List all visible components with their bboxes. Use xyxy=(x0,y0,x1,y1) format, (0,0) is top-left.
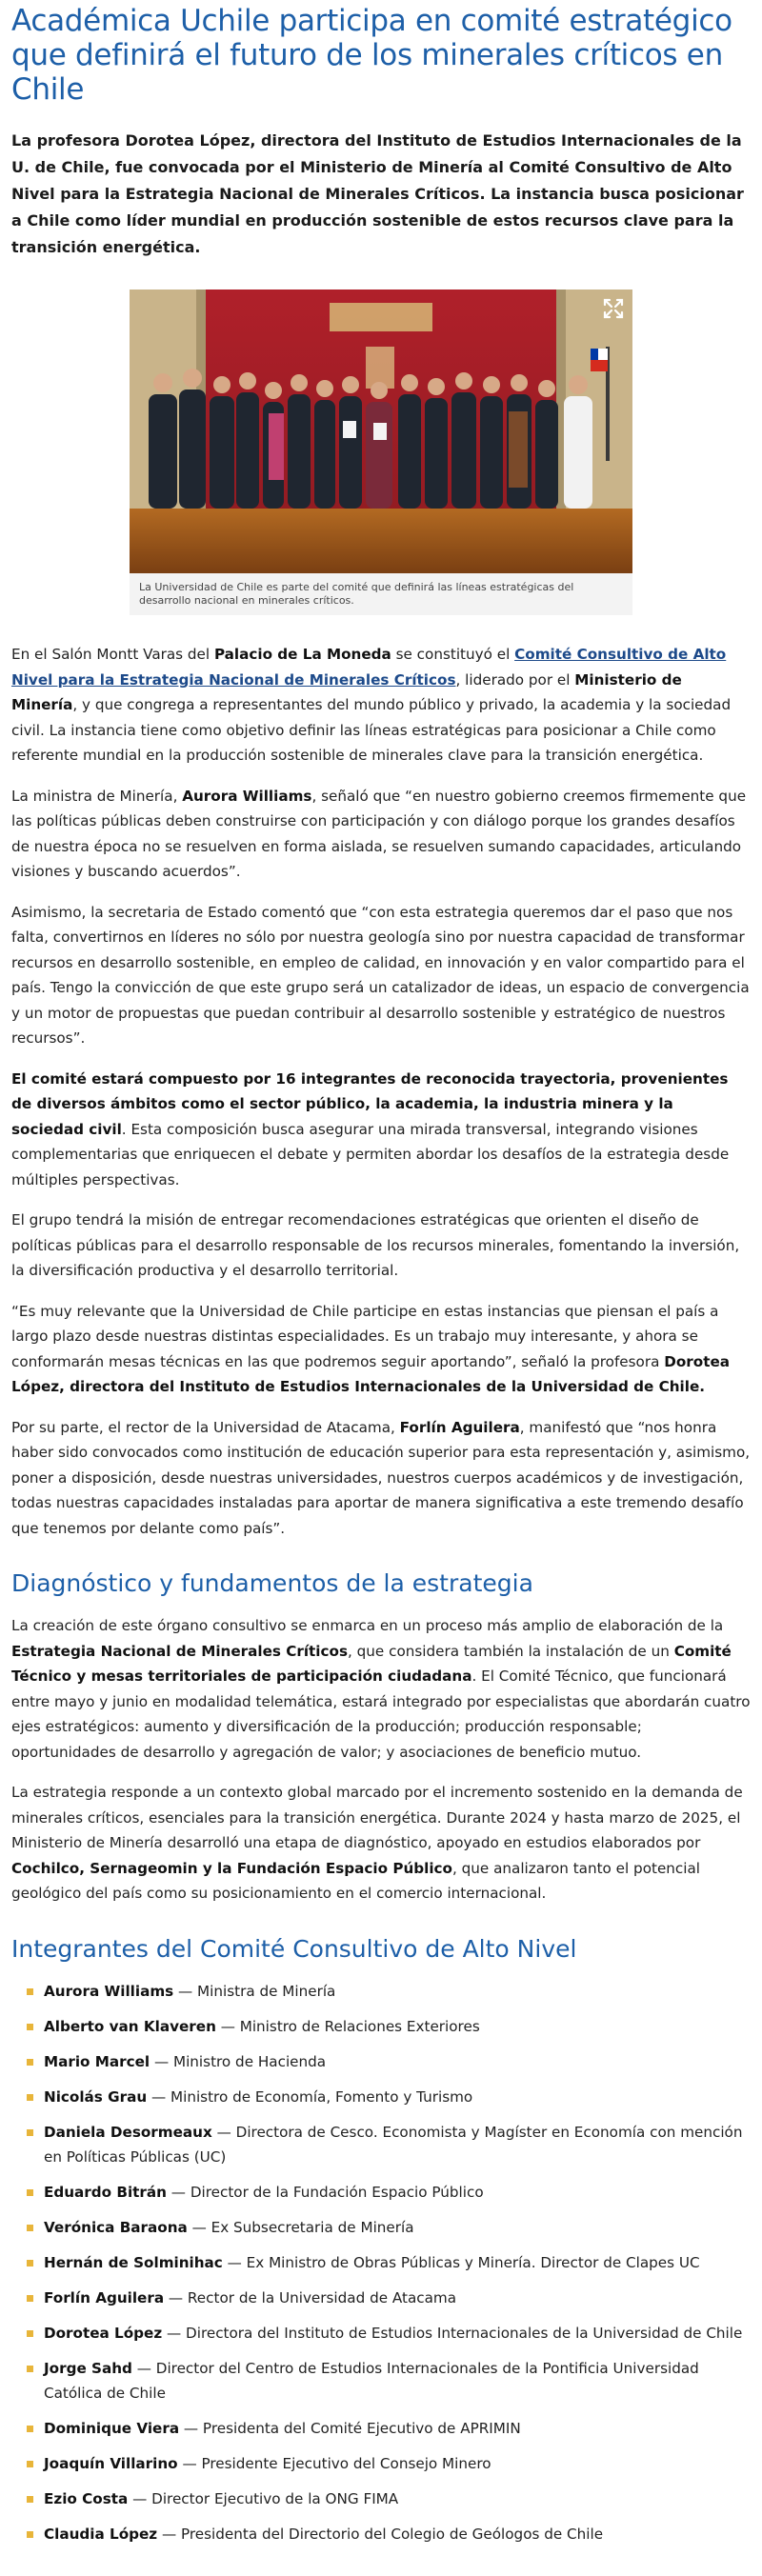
paragraph-5: El grupo tendrá la misión de entregar recomendaciones estratégicas que orienten el diseño de políticas públicas para el desarrollo responsable de los recursos minerales, fomentando la inversión, la diversificación productiva y el desarrollo territorial. xyxy=(11,1211,740,1279)
members-list xyxy=(11,1979,751,2546)
list-item: Joaquín Villarino — Presidente Ejecutivo del Consejo Minero xyxy=(25,2451,751,2476)
paragraph-4: El comité estará compuesto por 16 integrantes de reconocida trayectoria, provenientes de diversos ámbitos como el sector público, la academia, la industria minera y la sociedad civil. Esta composición busca asegurar una mirada transversal, integrando visiones complementarias que enriquecen el debate y permiten abordar los desafíos de la estrategia desde múltiples perspectivas. xyxy=(11,1069,730,1188)
paragraph-3: Asimismo, la secretaria de Estado comentó que “con esta estrategia queremos dar el paso que nos falta, convertirnos en líderes no sólo por nuestra geología sino por nuestra capacidad de transformar recursos en desarrollo sostenible, en empleo de calidad, en innovación y en valor compartido para el país. Tengo la convicción de que este grupo será un catalizador de ideas, un espacio de convergencia y un motor de propuestas que puedan contribuir al desarrollo sostenible y estratégico de nuestros recursos”. xyxy=(11,903,750,1047)
article xyxy=(0,4,762,2576)
list-item: Dominique Viera — Presidenta del Comité Ejecutivo de APRIMIN xyxy=(25,2416,751,2441)
paragraph-1: En el Salón Montt Varas del Palacio de La Moneda se constituyó el Comité Consultivo de Alto Nivel para la Estrategia Nacional de Minerales Críticos, liderado por el Ministerio de Minería, y que congrega a representantes del mundo público y privado, la academia y la sociedad civil. La instancia tiene como objetivo definir las líneas estratégicas para posicionar a Chile como referente mundial en la producción sostenible de minerales clave para la transición energética. xyxy=(11,646,732,764)
list-item: Claudia López — Presidenta del Directorio del Colegio de Geólogos de Chile xyxy=(25,2522,751,2546)
article-lead: La profesora Dorotea López, directora del Instituto de Estudios Internacionales de la U. de Chile, fue convocada por el Ministerio de Minería al Comité Consultivo de Alto Nivel para la Estrategia Nacional de Minerales Críticos. La instancia busca posicionar a Chile como líder mundial en producción sostenible de estos recursos clave para la transición energética. xyxy=(11,131,744,256)
list-item: Daniela Desormeaux — Directora de Cesco. Economista y Magíster en Economía con mención en Políticas Públicas (UC) xyxy=(25,2120,751,2169)
list-item: Nicolás Grau — Ministro de Economía, Fomento y Turismo xyxy=(25,2085,751,2109)
paragraph-6: “Es muy relevante que la Universidad de Chile participe en estas instancias que piensan el país a largo plazo desde nuestras distintas especialidades. Es un trabajo muy interesante, y ahora se conformarán mesas técnicas en las que podremos seguir aportando”, señaló la profesora Dorotea López, directora del Instituto de Estudios Internacionales de la Universidad de Chile. xyxy=(11,1302,731,1395)
list-item: Forlín Aguilera — Rector de la Universidad de Atacama xyxy=(25,2286,751,2310)
group-photo-illustration xyxy=(130,290,632,573)
section-heading-integrantes: Integrantes del Comité Consultivo de Alto Nivel xyxy=(11,1934,577,1963)
list-item: Eduardo Bitrán — Director de la Fundación Espacio Público xyxy=(25,2180,751,2205)
paragraph-8: La creación de este órgano consultivo se enmarca en un proceso más amplio de elaboración de la Estrategia Nacional de Minerales Críticos, que considera también la instalación de un Comité Técnico y mesas territoriales de participación ciudadana. El Comité Técnico, que funcionará entre mayo y junio en modalidad telemática, estará integrado por especialistas que abordarán cuatro ejes estratégicos: aumento y diversificación de la producción; producción responsable; oportunidades de desarrollo y agregación de valor; y asociaciones de beneficio mutuo. xyxy=(11,1617,751,1761)
article-photo-figure xyxy=(130,290,632,615)
list-item: Mario Marcel — Ministro de Hacienda xyxy=(25,2049,751,2074)
section-heading-diagnostico: Diagnóstico y fundamentos de la estrategia xyxy=(11,1569,533,1597)
article-photo[interactable] xyxy=(130,290,632,573)
list-item: Verónica Baraona — Ex Subsecretaria de Minería xyxy=(25,2215,751,2240)
list-item: Ezio Costa — Director Ejecutivo de la ONG FIMA xyxy=(25,2486,751,2511)
photo-caption: La Universidad de Chile es parte del comité que definirá las líneas estratégicas del desarrollo nacional en minerales críticos. xyxy=(130,573,632,615)
list-item: Alberto van Klaveren — Ministro de Relaciones Exteriores xyxy=(25,2014,751,2039)
committee-link[interactable]: Comité Consultivo de Alto Nivel para la Estrategia Nacional de Minerales Críticos xyxy=(11,646,727,689)
expand-icon[interactable] xyxy=(602,297,625,320)
paragraph-2: La ministra de Minería, Aurora Williams, señaló que “en nuestro gobierno creemos firmemente que las políticas públicas deben construirse con participación y con diálogo porque los grandes desafíos de nuestra época no se resuelven en forma aislada, se resuelven sumando capacidades, articulando visiones y buscando acuerdos”. xyxy=(11,787,747,880)
paragraph-7: Por su parte, el rector de la Universidad de Atacama, Forlín Aguilera, manifestó que “nos honra haber sido convocados como institución de educación superior para esta representación y, asimismo, poner a disposición, desde nuestras universidades, nuestros cuerpos académicos y de investigación, todas nuestras capacidades instaladas para aportar de manera significativa a este tremendo desafío que tenemos por delante como país”. xyxy=(11,1418,751,1537)
article-title: Académica Uchile participa en comité estratégico que definirá el futuro de los minerales críticos en Chile xyxy=(11,4,732,107)
list-item: Jorge Sahd — Director del Centro de Estudios Internacionales de la Pontificia Universidad Católica de Chile xyxy=(25,2356,751,2406)
list-item: Hernán de Solminihac — Ex Ministro de Obras Públicas y Minería. Director de Clapes UC xyxy=(25,2250,751,2275)
list-item: Dorotea López — Directora del Instituto de Estudios Internacionales de la Universidad de Chile xyxy=(25,2321,751,2346)
paragraph-9: La estrategia responde a un contexto global marcado por el incremento sostenido en la demanda de minerales críticos, esenciales para la transición energética. Durante 2024 y hasta marzo de 2025, el Ministerio de Minería desarrolló una etapa de diagnóstico, apoyado en estudios elaborados por Cochilco, Sernageomin y la Fundación Espacio Público, que analizaron tanto el potencial geológico del país como su posicionamiento en el comercio internacional. xyxy=(11,1784,743,1902)
list-item: Aurora Williams — Ministra de Minería xyxy=(25,1979,751,2004)
